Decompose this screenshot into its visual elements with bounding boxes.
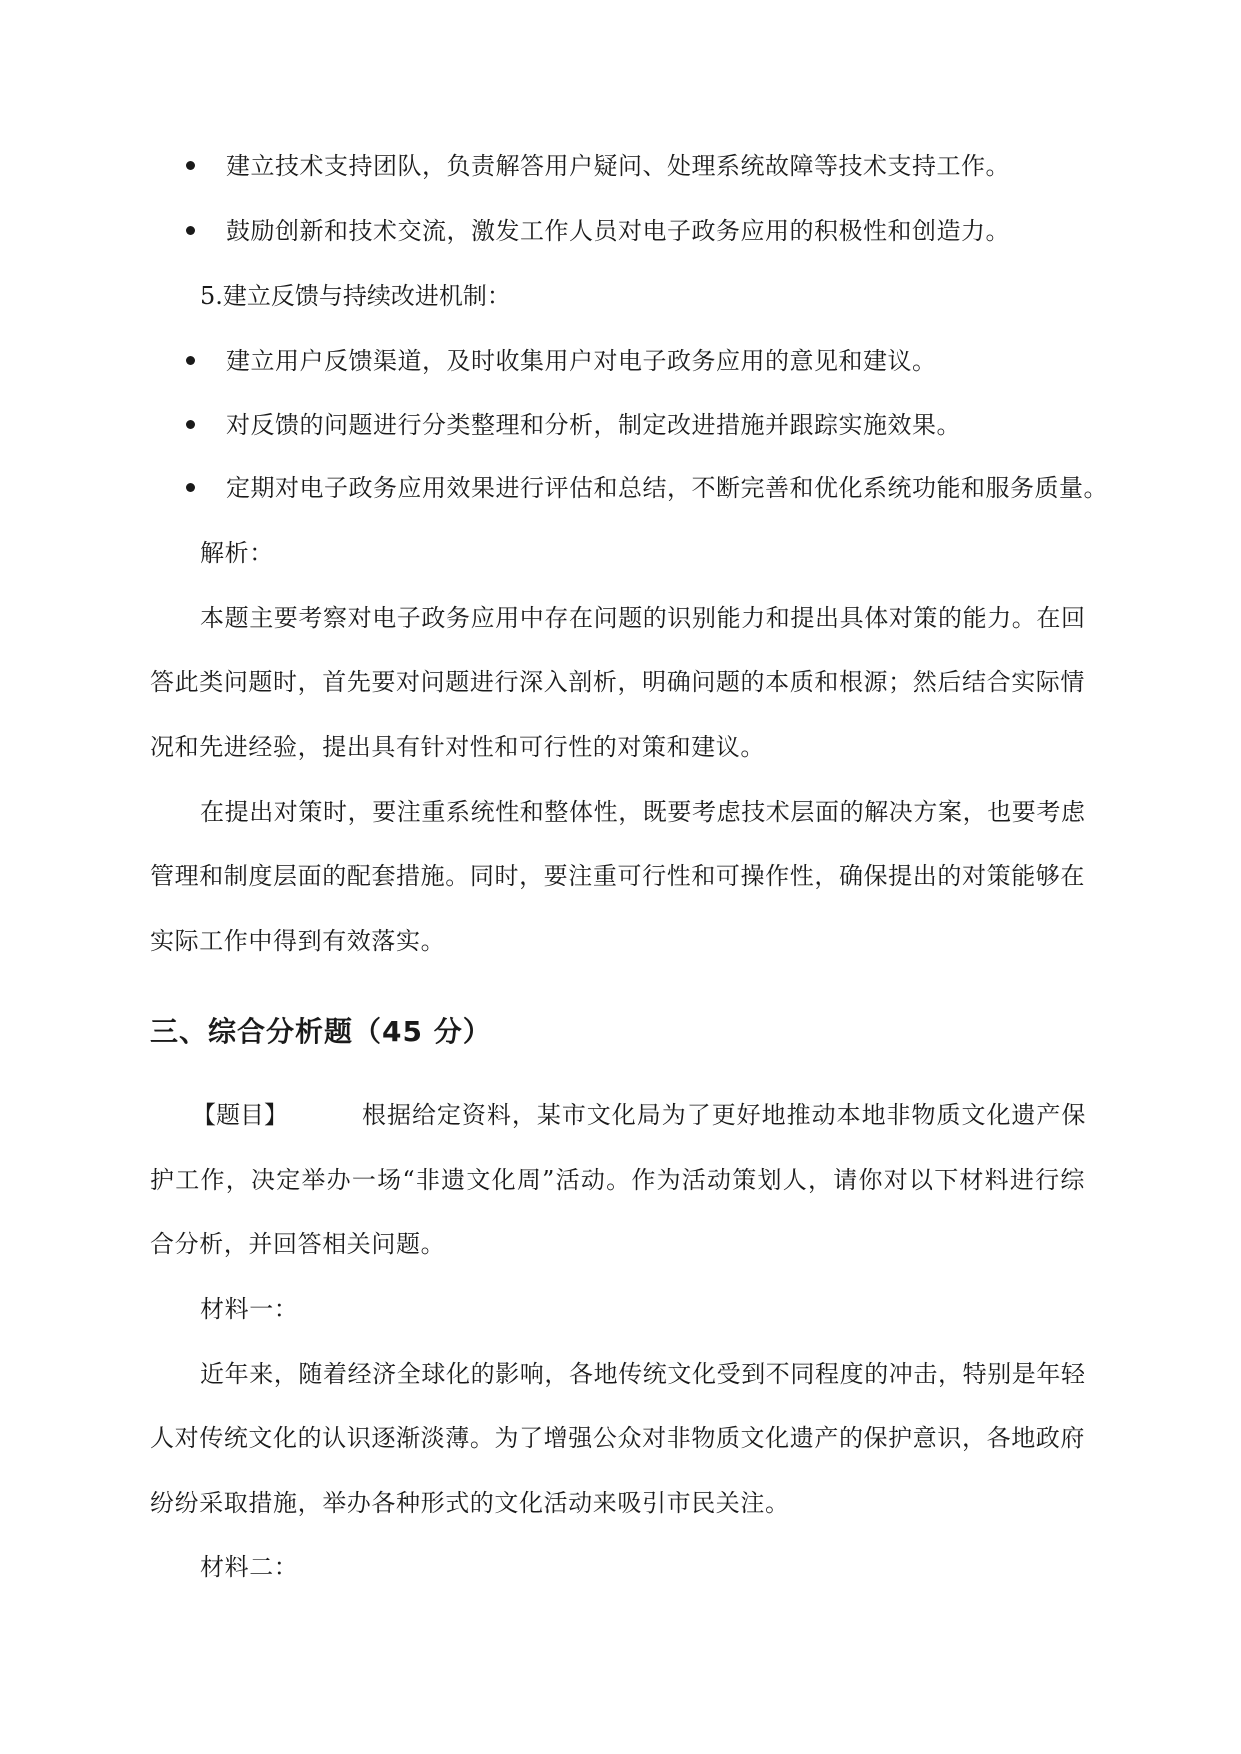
paragraph-line: 本题主要考察对电子政务应用中存在问题的识别能力和提出具体对策的能力。在回 xyxy=(200,604,1086,632)
bullet-icon xyxy=(186,226,195,235)
list-item xyxy=(186,146,1126,186)
list-item xyxy=(186,341,1126,381)
question-label: 【题目】 xyxy=(192,1101,288,1129)
material-label: 材料一： xyxy=(200,1295,299,1323)
paragraph-line: 况和先进经验，提出具有针对性和可行性的对策和建议。 xyxy=(150,733,765,761)
list-item xyxy=(186,211,1126,251)
list-item-text: 对反馈的问题进行分类整理和分析，制定改进措施并跟踪实施效果。 xyxy=(226,411,961,439)
paragraph-line: 人对传统文化的认识逐渐淡薄。为了增强公众对非物质文化遗产的保护意识，各地政府 xyxy=(150,1424,1085,1452)
paragraph-line: 实际工作中得到有效落实。 xyxy=(150,927,446,955)
question-line: 护工作，决定举办一场“非遗文化周”活动。作为活动策划人，请你对以下材料进行综 xyxy=(150,1166,1085,1194)
list-item-text: 定期对电子政务应用效果进行评估和总结，不断完善和优化系统功能和服务质量。 xyxy=(226,474,1108,502)
analysis-label: 解析： xyxy=(200,539,274,567)
paragraph-line: 纷纷采取措施，举办各种形式的文化活动来吸引市民关注。 xyxy=(150,1489,790,1517)
question-line: 合分析，并回答相关问题。 xyxy=(150,1230,446,1258)
bullet-icon xyxy=(186,483,195,492)
list-item xyxy=(186,468,1126,508)
paragraph-line: 答此类问题时，首先要对问题进行深入剖析，明确问题的本质和根源；然后结合实际情 xyxy=(150,668,1085,696)
bullet-icon xyxy=(186,161,195,170)
material-label: 材料二： xyxy=(200,1553,299,1581)
paragraph-line: 在提出对策时，要注重系统性和整体性，既要考虑技术层面的解决方案，也要考虑 xyxy=(200,798,1086,826)
subsection-heading: 5.建立反馈与持续改进机制： xyxy=(200,282,511,310)
list-item-text: 建立技术支持团队，负责解答用户疑问、处理系统故障等技术支持工作。 xyxy=(226,152,1010,180)
bullet-icon xyxy=(186,420,195,429)
question-line: 根据给定资料，某市文化局为了更好地推动本地非物质文化遗产保 xyxy=(362,1101,1086,1129)
section-heading: 三、综合分析题（45 分） xyxy=(150,1015,492,1048)
bullet-icon xyxy=(186,356,195,365)
list-item-text: 建立用户反馈渠道，及时收集用户对电子政务应用的意见和建议。 xyxy=(226,347,937,375)
paragraph-line: 管理和制度层面的配套措施。同时，要注重可行性和可操作性，确保提出的对策能够在 xyxy=(150,862,1085,890)
list-item-text: 鼓励创新和技术交流，激发工作人员对电子政务应用的积极性和创造力。 xyxy=(226,217,1010,245)
paragraph-line: 近年来，随着经济全球化的影响，各地传统文化受到不同程度的冲击，特别是年轻 xyxy=(200,1360,1086,1388)
list-item xyxy=(186,405,1126,445)
